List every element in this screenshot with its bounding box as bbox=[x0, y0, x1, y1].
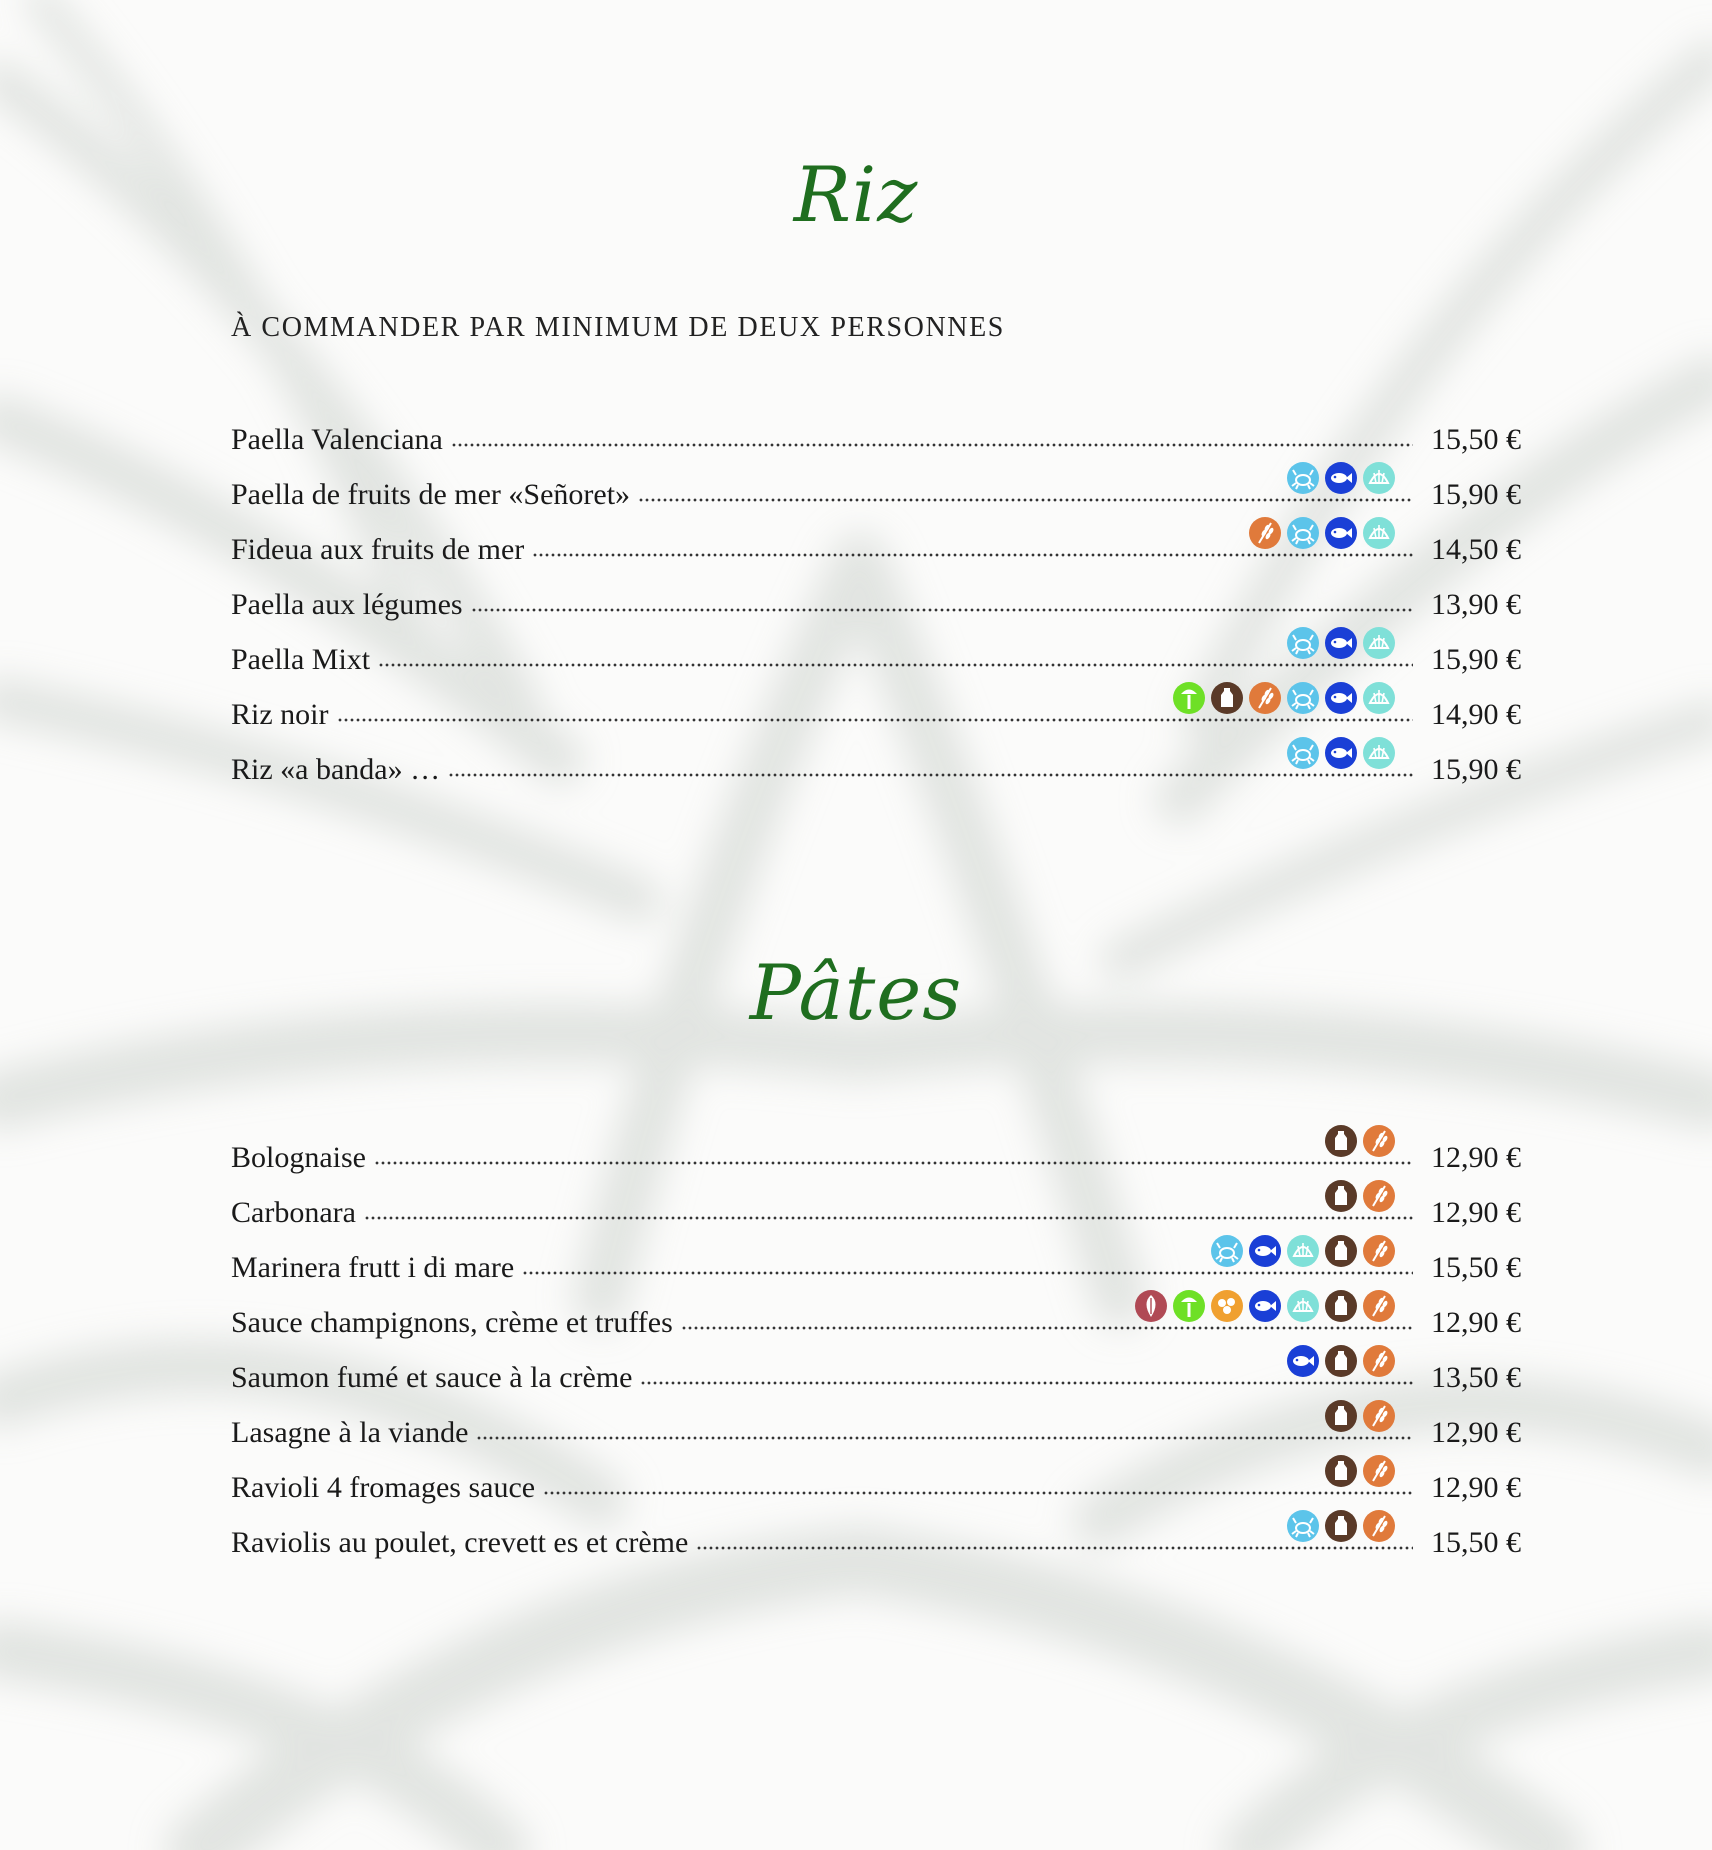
gluten-icon bbox=[1248, 681, 1282, 715]
gluten-icon bbox=[1362, 1399, 1396, 1433]
menu-item-row bbox=[231, 522, 1521, 577]
gluten-icon bbox=[1362, 1509, 1396, 1543]
menu-item-row bbox=[231, 687, 1521, 742]
dish-name: Paella Valenciana bbox=[231, 422, 443, 456]
dish-name: Fideua aux fruits de mer bbox=[231, 532, 525, 566]
dish-price: 12,90 € bbox=[1431, 1305, 1521, 1339]
dish-name: Marinera frutt i di mare bbox=[231, 1250, 515, 1284]
fish-icon bbox=[1324, 516, 1358, 550]
menu-item-row bbox=[231, 632, 1521, 687]
dish-price: 12,90 € bbox=[1431, 1470, 1521, 1504]
allergen-icons bbox=[1248, 516, 1396, 550]
fish-icon bbox=[1248, 1289, 1282, 1323]
allergen-icons bbox=[1172, 681, 1396, 715]
dot-leader bbox=[451, 436, 1413, 454]
allergen-icons bbox=[1210, 1234, 1396, 1268]
dish-price: 14,50 € bbox=[1431, 532, 1521, 566]
celery-icon bbox=[1172, 1289, 1206, 1323]
dish-price: 12,90 € bbox=[1431, 1195, 1521, 1229]
allergen-icons bbox=[1286, 736, 1396, 770]
dish-name: Raviolis au poulet, crevett es et crème bbox=[231, 1525, 689, 1559]
gluten-icon bbox=[1248, 516, 1282, 550]
milk-icon bbox=[1324, 1399, 1358, 1433]
dish-name: Paella Mixt bbox=[231, 642, 371, 676]
menu-item-row bbox=[231, 467, 1521, 522]
dish-price: 14,90 € bbox=[1431, 697, 1521, 731]
menu-item-row bbox=[231, 742, 1521, 797]
crustacean-icon bbox=[1286, 516, 1320, 550]
dish-price: 15,90 € bbox=[1431, 477, 1521, 511]
dish-name: Riz noir bbox=[231, 697, 329, 731]
dish-name: Carbonara bbox=[231, 1195, 356, 1229]
dish-price: 12,90 € bbox=[1431, 1140, 1521, 1174]
milk-icon bbox=[1324, 1289, 1358, 1323]
mollusc-icon bbox=[1286, 1234, 1320, 1268]
dish-name: Lasagne à la viande bbox=[231, 1415, 469, 1449]
milk-icon bbox=[1324, 1124, 1358, 1158]
dot-leader bbox=[471, 601, 1413, 619]
allergen-icons bbox=[1324, 1399, 1396, 1433]
pates-menu-list bbox=[231, 1130, 1521, 1570]
dot-leader bbox=[476, 1429, 1413, 1447]
mollusc-icon bbox=[1362, 736, 1396, 770]
gluten-icon bbox=[1362, 1179, 1396, 1213]
gluten-icon bbox=[1362, 1454, 1396, 1488]
mollusc-icon bbox=[1362, 626, 1396, 660]
gluten-icon bbox=[1362, 1344, 1396, 1378]
mollusc-icon bbox=[1362, 516, 1396, 550]
dish-name: Ravioli 4 fromages sauce bbox=[231, 1470, 536, 1504]
order-minimum-note: À COMMANDER PAR MINIMUM DE DEUX PERSONNES bbox=[231, 312, 1005, 343]
menu-item-row bbox=[231, 1515, 1521, 1570]
allergen-icons bbox=[1286, 1509, 1396, 1543]
section-title-pates: Pâtes bbox=[749, 948, 963, 1037]
allergen-icons bbox=[1324, 1124, 1396, 1158]
menu-item-row bbox=[231, 577, 1521, 632]
menu-item-row bbox=[231, 1405, 1521, 1460]
menu-item-row bbox=[231, 1240, 1521, 1295]
dish-price: 15,90 € bbox=[1431, 752, 1521, 786]
dish-price: 15,50 € bbox=[1431, 422, 1521, 456]
fish-icon bbox=[1324, 681, 1358, 715]
crustacean-icon bbox=[1286, 626, 1320, 660]
milk-icon bbox=[1324, 1454, 1358, 1488]
mollusc-icon bbox=[1362, 681, 1396, 715]
dot-leader bbox=[543, 1484, 1413, 1502]
menu-item-row bbox=[231, 1185, 1521, 1240]
allergen-icons bbox=[1286, 626, 1396, 660]
allergen-icons bbox=[1286, 461, 1396, 495]
gluten-icon bbox=[1362, 1289, 1396, 1323]
dish-price: 12,90 € bbox=[1431, 1415, 1521, 1449]
mollusc-icon bbox=[1286, 1289, 1320, 1323]
dot-leader bbox=[364, 1209, 1413, 1227]
section-title-riz: Riz bbox=[793, 150, 919, 239]
allergen-icons bbox=[1286, 1344, 1396, 1378]
dish-name: Saumon fumé et sauce à la crème bbox=[231, 1360, 633, 1394]
dish-name: Sauce champignons, crème et truffes bbox=[231, 1305, 673, 1339]
dish-price: 13,90 € bbox=[1431, 587, 1521, 621]
dish-name: Bolognaise bbox=[231, 1140, 366, 1174]
menu-item-row bbox=[231, 1460, 1521, 1515]
fish-icon bbox=[1324, 461, 1358, 495]
nuts-icon bbox=[1134, 1289, 1168, 1323]
crustacean-icon bbox=[1286, 1509, 1320, 1543]
crustacean-icon bbox=[1286, 681, 1320, 715]
gluten-icon bbox=[1362, 1234, 1396, 1268]
fish-icon bbox=[1324, 626, 1358, 660]
dot-leader bbox=[378, 656, 1413, 674]
menu-item-row bbox=[231, 1130, 1521, 1185]
dish-name: Riz «a banda» … bbox=[231, 752, 441, 786]
crustacean-icon bbox=[1210, 1234, 1244, 1268]
milk-icon bbox=[1210, 681, 1244, 715]
dish-price: 13,50 € bbox=[1431, 1360, 1521, 1394]
dot-leader bbox=[448, 766, 1413, 784]
fish-icon bbox=[1324, 736, 1358, 770]
dish-name: Paella de fruits de mer «Señoret» bbox=[231, 477, 631, 511]
allergen-icons bbox=[1324, 1454, 1396, 1488]
celery-icon bbox=[1172, 681, 1206, 715]
dish-name: Paella aux légumes bbox=[231, 587, 463, 621]
dish-price: 15,50 € bbox=[1431, 1525, 1521, 1559]
dot-leader bbox=[374, 1154, 1413, 1172]
milk-icon bbox=[1324, 1344, 1358, 1378]
milk-icon bbox=[1324, 1234, 1358, 1268]
allergen-icons bbox=[1134, 1289, 1396, 1323]
crustacean-icon bbox=[1286, 736, 1320, 770]
allergen-icons bbox=[1324, 1179, 1396, 1213]
menu-item-row bbox=[231, 412, 1521, 467]
milk-icon bbox=[1324, 1179, 1358, 1213]
mustard-icon bbox=[1210, 1289, 1244, 1323]
fish-icon bbox=[1286, 1344, 1320, 1378]
riz-menu-list bbox=[231, 412, 1521, 797]
menu-item-row bbox=[231, 1350, 1521, 1405]
fish-icon bbox=[1248, 1234, 1282, 1268]
milk-icon bbox=[1324, 1509, 1358, 1543]
dish-price: 15,90 € bbox=[1431, 642, 1521, 676]
menu-item-row bbox=[231, 1295, 1521, 1350]
crustacean-icon bbox=[1286, 461, 1320, 495]
dish-price: 15,50 € bbox=[1431, 1250, 1521, 1284]
gluten-icon bbox=[1362, 1124, 1396, 1158]
mollusc-icon bbox=[1362, 461, 1396, 495]
